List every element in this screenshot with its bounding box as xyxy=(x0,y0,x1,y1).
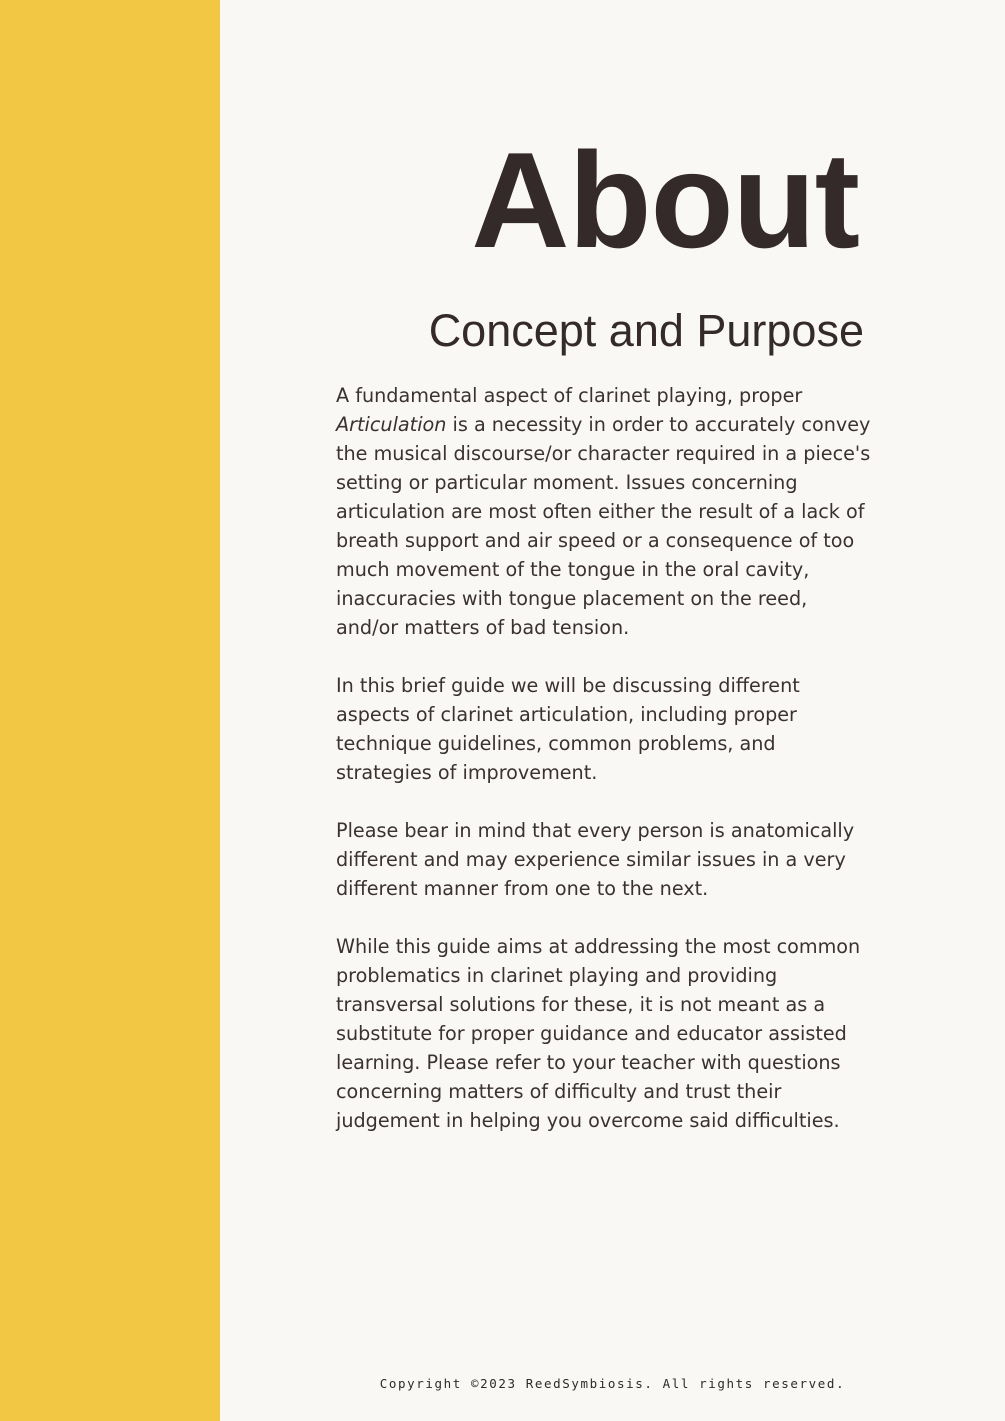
copyright-notice: Copyright ©2023 ReedSymbiosis. All rights reserved. xyxy=(379,1376,846,1391)
page-title: About xyxy=(471,124,859,276)
paragraph-guide-scope: In this brief guide we will be discussing different aspects of clarinet articulation, including proper technique guidelines, common problems, and strategies of improvement. xyxy=(336,674,800,784)
paragraph-anatomy-note: Please bear in mind that every person is anatomically different and may experience similar issues in a very different manner from one to the next. xyxy=(336,819,855,900)
accent-sidebar xyxy=(0,0,220,1421)
paragraph-intro-after: is a necessity in order to accurately convey the musical discourse/or character required in a piece's setting or particular moment. Issues concerning articulation are most often either the result of a lack of breath support and air speed or a consequence of too much movement of the tongue in the oral cavity, inaccuracies with tongue placement on the reed, and/or matters of bad tension. xyxy=(336,413,871,639)
body-text xyxy=(336,381,872,1164)
articulation-emphasis: Articulation xyxy=(336,413,447,436)
paragraph-disclaimer: While this guide aims at addressing the most common problematics in clarinet playing and providing transversal solutions for these, it is not meant as a substitute for proper guidance and educator assisted learning. Please refer to your teacher with questions concerning matters of difficulty and trust their judgement in helping you overcome said difficulties. xyxy=(336,935,861,1132)
page-subtitle: Concept and Purpose xyxy=(428,305,864,356)
paragraph-intro-before: A fundamental aspect of clarinet playing, proper xyxy=(336,384,803,407)
paragraph-intro xyxy=(336,381,872,642)
